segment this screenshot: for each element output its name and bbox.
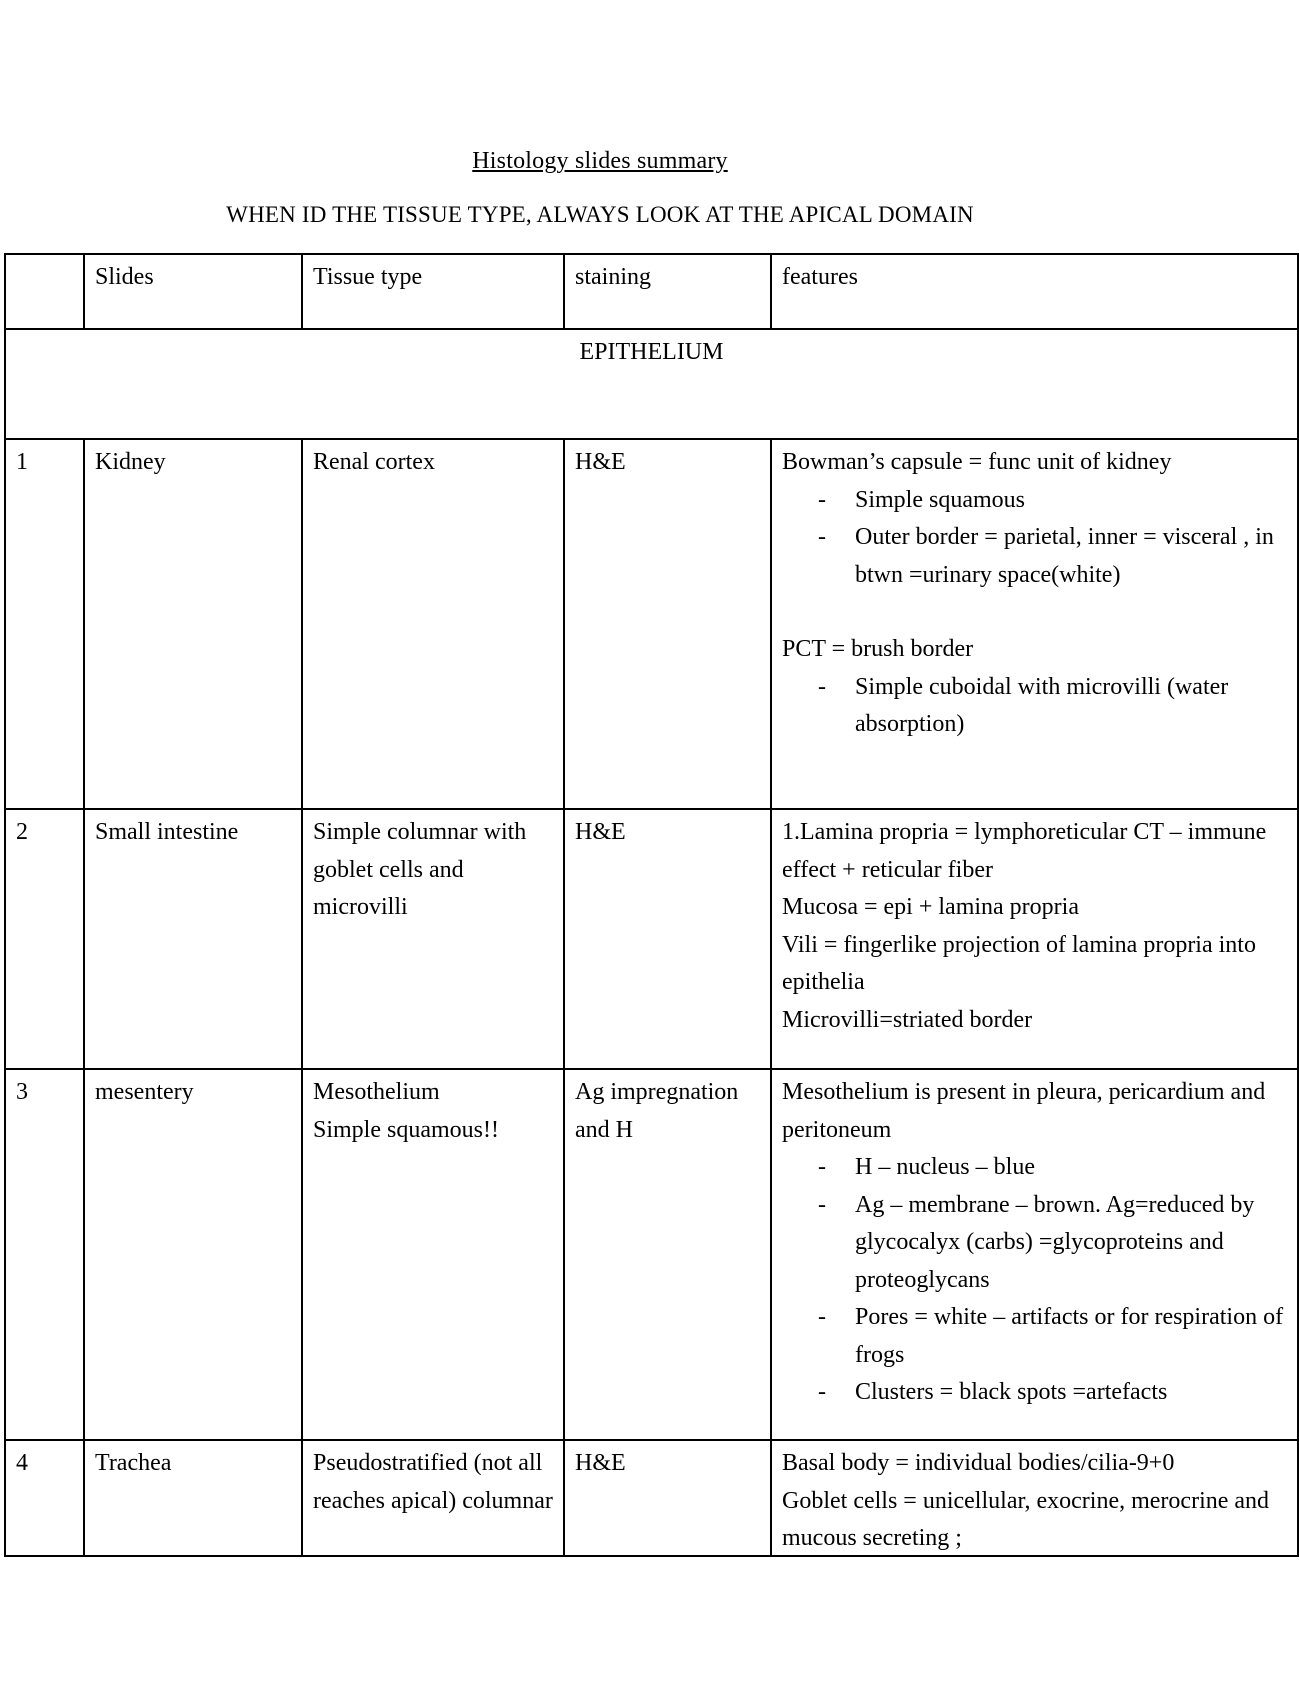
features-cell — [771, 809, 1298, 1069]
blank-line — [782, 594, 1287, 631]
row-number: 2 — [5, 809, 84, 1069]
features-list-item: - Simple cuboidal with microvilli (water absorption) — [782, 669, 1287, 744]
table-header-row — [5, 254, 1298, 329]
section-row — [5, 329, 1298, 439]
features-list — [782, 1149, 1287, 1412]
features-list-item: - Ag – membrane – brown. Ag=reduced by glycocalyx (carbs) =glycoproteins and proteoglycans — [782, 1187, 1287, 1300]
row-number: 4 — [5, 1440, 84, 1556]
section-title-epithelium: EPITHELIUM — [5, 329, 1298, 439]
features-list — [782, 669, 1287, 744]
tissue-type-line: Simple squamous!! — [313, 1116, 499, 1143]
features-list — [782, 482, 1287, 595]
header-cell-number — [5, 254, 84, 329]
features-line: Vili = fingerlike projection of lamina propria into epithelia — [782, 931, 1256, 995]
features-cell — [771, 439, 1298, 809]
staining: H&E — [564, 809, 771, 1069]
features-list-item: - Pores = white – artifacts or for respiration of frogs — [782, 1299, 1287, 1374]
staining: H&E — [564, 1440, 771, 1556]
features-line: 1.Lamina propria = lymphoreticular CT – immune effect + reticular fiber — [782, 819, 1267, 883]
staining: Ag impregnation and H — [564, 1069, 771, 1440]
features-cell — [771, 1440, 1298, 1556]
table-row — [5, 439, 1298, 809]
features-list-item: - Clusters = black spots =artefacts — [782, 1374, 1287, 1412]
slide-name: mesentery — [84, 1069, 302, 1440]
features-heading: Mesothelium is present in pleura, pericardium and peritoneum — [782, 1079, 1266, 1143]
features-list-item: - H – nucleus – blue — [782, 1149, 1287, 1187]
header-cell-tissue-type: Tissue type — [302, 254, 564, 329]
table-row — [5, 1069, 1298, 1440]
histology-summary-table — [4, 253, 1299, 1557]
header-cell-slides: Slides — [84, 254, 302, 329]
features-text — [782, 1445, 1287, 1555]
row-number: 3 — [5, 1069, 84, 1440]
header-cell-features: features — [771, 254, 1298, 329]
features-line: Goblet cells = unicellular, exocrine, merocrine and mucous secreting ; — [782, 1487, 1270, 1551]
document-subtitle: WHEN ID THE TISSUE TYPE, ALWAYS LOOK AT THE APICAL DOMAIN — [226, 202, 974, 227]
features-heading: Bowman’s capsule = func unit of kidney — [782, 449, 1172, 475]
document-title: Histology slides summary — [472, 148, 728, 174]
tissue-type-text: Pseudostratified (not all reaches apical) columnar — [313, 1450, 553, 1514]
table-row — [5, 809, 1298, 1069]
tissue-type — [302, 1440, 564, 1556]
tissue-type-line: Mesothelium — [313, 1079, 440, 1105]
tissue-type — [302, 1069, 564, 1440]
staining: H&E — [564, 439, 771, 809]
features-line: Microvilli=striated border — [782, 1006, 1033, 1033]
features-list-item: - Outer border = parietal, inner = visceral , in btwn =urinary space(white) — [782, 519, 1287, 594]
slide-name: Kidney — [84, 439, 302, 809]
slide-name: Small intestine — [84, 809, 302, 1069]
table-row — [5, 1440, 1298, 1556]
slide-name: Trachea — [84, 1440, 302, 1556]
features-heading: PCT = brush border — [782, 636, 974, 662]
header-cell-staining: staining — [564, 254, 771, 329]
row-number: 1 — [5, 439, 84, 809]
features-line: Mucosa = epi + lamina propria — [782, 894, 1079, 920]
tissue-type: Renal cortex — [302, 439, 564, 809]
features-cell — [771, 1069, 1298, 1440]
tissue-type: Simple columnar with goblet cells and microvilli — [302, 809, 564, 1069]
features-list-item: - Simple squamous — [782, 482, 1287, 520]
features-line: Basal body = individual bodies/cilia-9+0 — [782, 1450, 1175, 1476]
